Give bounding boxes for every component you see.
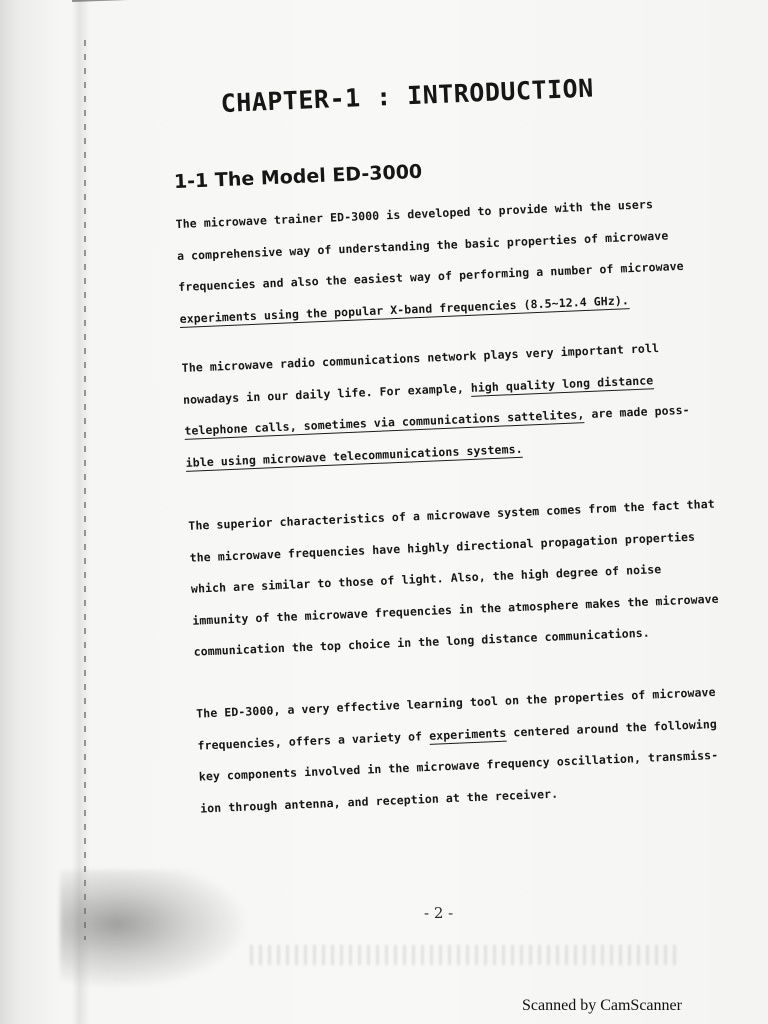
handwritten-underline: telephone calls, sometimes via communications sattelites, (184, 407, 585, 438)
chapter-title: CHAPTER-1 : INTRODUCTION (220, 73, 595, 119)
paragraph-line: The ED-3000, a very effective learning tool on the properties of microwave (195, 684, 716, 721)
page-number: - 2 - (424, 904, 454, 922)
scan-smudge (60, 870, 250, 990)
paragraph-line: which are similar to those of light. Also, the high degree of noise (190, 562, 662, 596)
scanner-watermark: Scanned by CamScanner (522, 997, 682, 1014)
handwritten-underline: experiments (428, 725, 507, 743)
handwritten-underline: ible using microwave telecommunications systems. (185, 441, 523, 470)
handwritten-underline: experiments using the popular X-band frequencies (8.5~12.4 GHz). (179, 292, 630, 326)
paragraph-line: The superior characteristics of a microwave system comes from the fact that (188, 496, 715, 533)
paragraph-line: ion through antenna, and reception at the receiver. (199, 786, 559, 816)
handwritten-underline: high quality long distance (470, 372, 654, 395)
paragraph-text: frequencies, offers a variety of (197, 728, 430, 753)
scan-scuff (250, 945, 680, 965)
paragraph-2 (181, 338, 746, 487)
binding-stitch-marks (84, 40, 86, 940)
paragraph-4 (196, 683, 761, 832)
paragraph-line: The microwave radio communications network plays very important roll (181, 340, 660, 375)
paragraph-line: a comprehensive way of understanding the basic properties of microwave (176, 227, 669, 263)
paragraph-line: key components involved in the microwave frequency oscillation, transmiss- (198, 747, 719, 784)
paragraph-line: frequencies and also the easiest way of performing a number of microwave (178, 258, 684, 295)
paragraph-text: nowadays in our daily life. For example, (182, 380, 465, 407)
section-title: 1-1 The Model ED-3000 (173, 160, 423, 194)
page-content (150, 17, 719, 816)
page-fold-mark (72, 0, 252, 12)
paragraph-line: immunity of the microwave frequencies in the atmosphere makes the microwave (192, 591, 719, 628)
paragraph-text: centered around the following (506, 716, 718, 740)
paragraph-line: communication the top choice in the long distance communications. (193, 625, 651, 659)
paragraph-1 (175, 194, 740, 343)
paragraph-text: are made poss- (584, 402, 690, 422)
paragraph-line: the microwave frequencies have highly directional propagation properties (189, 529, 696, 565)
paragraph-3 (188, 495, 754, 676)
paragraph-line: The microwave trainer ED-3000 is developed to provide with the users (175, 197, 654, 232)
